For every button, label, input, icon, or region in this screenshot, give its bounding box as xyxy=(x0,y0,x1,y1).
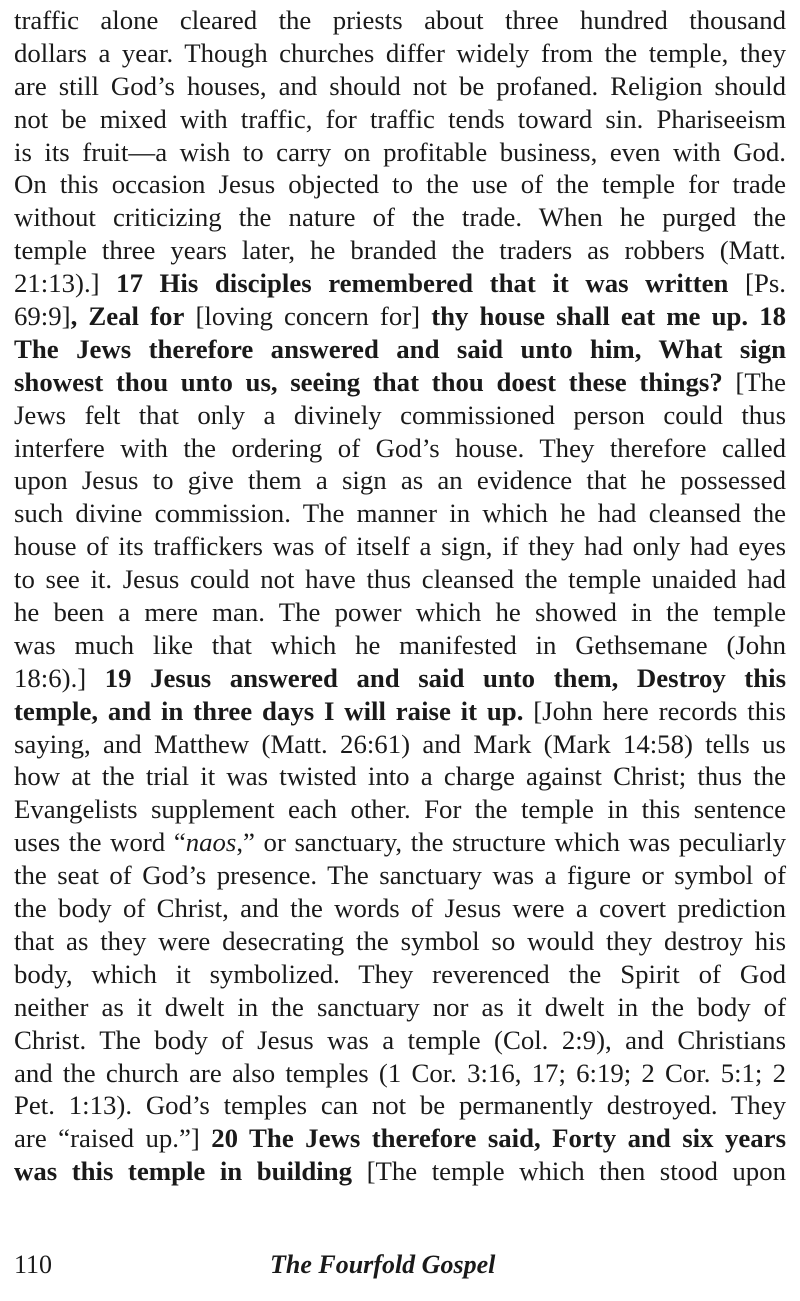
text-line xyxy=(14,201,786,234)
commentary-text: uses the word “ xyxy=(14,827,186,858)
commentary-text: Pet. 1:13). God’s temples can not be permanently destroyed. They xyxy=(14,1090,786,1121)
commentary-text: Christ. The body of Jesus was a temple (Col. 2:9), and Christians xyxy=(14,1024,786,1055)
commentary-text: [Ps. xyxy=(728,268,786,299)
text-line xyxy=(14,760,786,793)
commentary-text: [John here records this xyxy=(523,695,787,726)
commentary-text: On this occasion Jesus objected to the use of the temple for trade xyxy=(14,169,786,200)
scripture-text: The Jews therefore answered and said unto him, What sign xyxy=(14,333,786,364)
text-line xyxy=(14,826,786,859)
commentary-text: dollars a year. Though churches differ widely from the temple, they xyxy=(14,37,786,68)
text-line xyxy=(14,662,786,695)
commentary-text: neither as it dwelt in the sanctuary nor as it dwelt in the body of xyxy=(14,991,786,1022)
scripture-text: 20 The Jews therefore said, Forty and six years xyxy=(211,1123,786,1154)
text-line xyxy=(14,497,786,530)
text-line xyxy=(14,300,786,333)
commentary-text: and the church are also temples (1 Cor. 3:16, 17; 6:19; 2 Cor. 5:1; 2 xyxy=(14,1057,787,1088)
text-line xyxy=(14,1155,786,1188)
commentary-text: 18:6).] xyxy=(14,662,105,693)
text-line xyxy=(14,333,786,366)
commentary-text: saying, and Matthew (Matt. 26:61) and Mark (Mark 14:58) tells us xyxy=(14,728,786,759)
emphasis-text: naos xyxy=(185,827,237,858)
text-line xyxy=(14,728,786,761)
text-line xyxy=(14,1057,786,1090)
text-line xyxy=(14,399,786,432)
text-line xyxy=(14,629,786,662)
commentary-text: the body of Christ, and the words of Jesus were a covert prediction xyxy=(14,893,786,924)
commentary-text: [The xyxy=(722,366,786,397)
text-line xyxy=(14,366,786,399)
commentary-text: house of its traffickers was of itself a sign, if they had only had eyes xyxy=(14,531,786,562)
text-line xyxy=(14,1024,786,1057)
text-line xyxy=(14,695,786,728)
scripture-text: was this temple in building xyxy=(14,1156,353,1187)
text-line xyxy=(14,168,786,201)
text-line xyxy=(14,1122,786,1155)
scripture-text: , Zeal for xyxy=(70,301,185,332)
commentary-text: Evangelists supplement each other. For the temple in this sentence xyxy=(14,794,786,825)
text-line xyxy=(14,793,786,826)
commentary-text: that as they were desecrating the symbol so would they destroy his xyxy=(14,925,786,956)
text-line xyxy=(14,37,786,70)
text-line xyxy=(14,432,786,465)
text-line xyxy=(14,4,786,37)
text-line xyxy=(14,70,786,103)
page-number: 110 xyxy=(14,1250,53,1279)
text-line xyxy=(14,991,786,1024)
scripture-text: showest thou unto us, seeing that thou doest these things? xyxy=(14,366,723,397)
text-line xyxy=(14,892,786,925)
text-line xyxy=(14,464,786,497)
commentary-text: how at the trial it was twisted into a charge against Christ; thus the xyxy=(14,761,786,792)
text-line xyxy=(14,958,786,991)
commentary-text: 69:9] xyxy=(14,301,71,332)
running-title: The Fourfold Gospel xyxy=(270,1250,496,1279)
text-line xyxy=(14,234,786,267)
text-line xyxy=(14,859,786,892)
commentary-text: [The temple which then stood upon xyxy=(352,1156,786,1187)
commentary-text: Jews felt that only a divinely commissioned person could thus xyxy=(14,399,786,430)
text-line xyxy=(14,103,786,136)
commentary-text: was much like that which he manifested in Gethsemane (John xyxy=(14,629,786,660)
commentary-text: is its fruit—a wish to carry on profitable business, even with God. xyxy=(14,136,786,167)
scripture-text: thy house shall eat me up. 18 xyxy=(431,301,786,332)
commentary-text: upon Jesus to give them a sign as an evidence that he possessed xyxy=(14,465,786,496)
commentary-text: such divine commission. The manner in which he had cleansed the xyxy=(14,498,786,529)
text-line xyxy=(14,267,786,300)
commentary-text: body, which it symbolized. They reverenced the Spirit of God xyxy=(14,958,786,989)
commentary-text: without criticizing the nature of the trade. When he purged the xyxy=(14,202,786,233)
scripture-text: temple, and in three days I will raise it up. xyxy=(14,695,524,726)
commentary-text: to see it. Jesus could not have thus cleansed the temple unaided had xyxy=(14,564,786,595)
commentary-text: ,” or sanctuary, the structure which was peculiarly xyxy=(236,827,787,858)
commentary-text: temple three years later, he branded the traders as robbers (Matt. xyxy=(14,235,786,266)
scripture-text: 19 Jesus answered and said unto them, Destroy this xyxy=(104,662,786,693)
book-page xyxy=(14,0,786,1301)
commentary-text: he been a mere man. The power which he showed in the temple xyxy=(14,597,786,628)
scripture-text: 17 His disciples remembered that it was written xyxy=(116,268,729,299)
text-line xyxy=(14,1089,786,1122)
commentary-text: not be mixed with traffic, for traffic tends toward sin. Phariseeism xyxy=(14,103,786,134)
text-line xyxy=(14,136,786,169)
commentary-text: are “raised up.”] xyxy=(14,1123,212,1154)
commentary-text: the seat of God’s presence. The sanctuary was a figure or symbol of xyxy=(14,860,786,891)
text-line xyxy=(14,596,786,629)
commentary-text: are still God’s houses, and should not be profaned. Religion should xyxy=(14,70,786,101)
commentary-text: 21:13).] xyxy=(14,268,117,299)
body-text xyxy=(14,4,786,1188)
page-footer xyxy=(14,1250,786,1284)
text-line xyxy=(14,925,786,958)
commentary-text: [loving concern for] xyxy=(184,301,432,332)
text-line xyxy=(14,530,786,563)
commentary-text: traffic alone cleared the priests about three hundred thousand xyxy=(14,5,786,35)
commentary-text: interfere with the ordering of God’s house. They therefore called xyxy=(14,432,786,463)
text-line xyxy=(14,563,786,596)
